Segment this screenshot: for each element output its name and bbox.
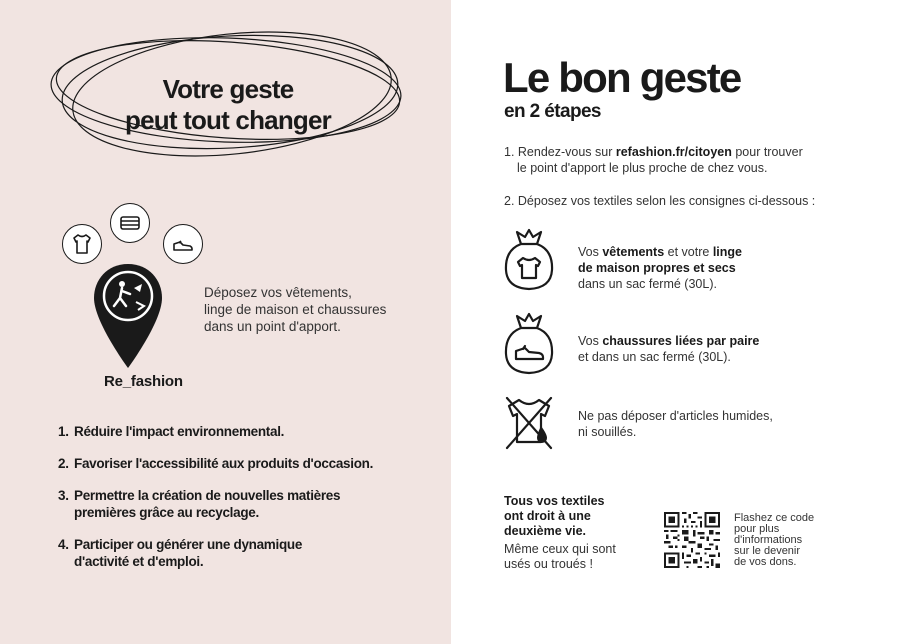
second-life-note-line: Même ceux qui sont (504, 542, 616, 556)
benefit-text: Favoriser l'accessibilité aux produits d'occasion. (74, 456, 374, 471)
step-1 (504, 144, 834, 176)
second-life-note-line: usés ou troués ! (504, 557, 593, 571)
benefit-text: premières grâce au recyclage. (74, 505, 259, 520)
qr-text-line: pour plus (734, 523, 780, 535)
consigne-text: et votre (664, 245, 713, 259)
consigne-shoes (578, 333, 808, 365)
benefit-number: 2. (58, 456, 69, 471)
step-2: 2. Déposez vos textiles selon les consignes ci-dessous : (504, 194, 816, 208)
second-life-line: deuxième vie. (504, 524, 586, 538)
second-life-heading (504, 494, 634, 539)
consigne-no-wet (578, 408, 808, 440)
benefit-item (58, 455, 438, 472)
benefit-text: Permettre la création de nouvelles matières (74, 488, 341, 503)
page-title: Le bon geste (503, 54, 741, 101)
refashion-link[interactable]: refashion.fr/citoyen (615, 145, 732, 159)
consigne-text-bold: de maison propres et secs (578, 261, 736, 275)
consigne-text-bold: chaussures liées par paire (602, 334, 760, 348)
second-life-note (504, 542, 644, 572)
qr-instructions (734, 513, 844, 568)
tshirt-icon (62, 224, 102, 264)
qr-code-icon[interactable] (664, 512, 720, 568)
consigne-text: Vos (578, 245, 603, 259)
benefit-text: Réduire l'impact environnemental. (74, 424, 285, 439)
qr-text-line: d'informations (734, 534, 803, 546)
step-1-prefix: 1. Rendez-vous sur (504, 145, 616, 159)
deposit-line-2: linge de maison et chaussures (204, 302, 387, 317)
step-1-suffix: pour trouver (731, 145, 803, 159)
consigne-text: Ne pas déposer d'articles humides, (578, 409, 773, 423)
benefit-item (58, 487, 438, 521)
bag-clothes-icon (503, 228, 555, 292)
benefit-text: Participer ou générer une dynamique (74, 537, 303, 552)
benefit-item (58, 536, 438, 570)
folded-linen-icon (110, 203, 150, 243)
second-life-line: Tous vos textiles (504, 494, 605, 508)
benefit-text: d'activité et d'emploi. (74, 554, 204, 569)
recycling-pin-icon (92, 262, 164, 370)
consigne-clothes (578, 244, 808, 292)
consigne-text-bold: linge (712, 245, 742, 259)
slogan-line-2: peut tout changer (125, 105, 331, 135)
qr-text-line: sur le devenir (734, 545, 801, 557)
consigne-text: Vos (578, 334, 603, 348)
bag-shoes-icon (503, 312, 555, 376)
consigne-text: et dans un sac fermé (30L). (578, 350, 731, 364)
qr-text-line: Flashez ce code (734, 512, 815, 524)
page-subtitle: en 2 étapes (504, 101, 601, 122)
benefit-number: 4. (58, 537, 69, 552)
benefit-number: 3. (58, 488, 69, 503)
deposit-line-3: dans un point d'apport. (204, 319, 341, 334)
consigne-text-bold: vêtements (602, 245, 665, 259)
deposit-instructions (204, 284, 424, 335)
consigne-text: dans un sac fermé (30L). (578, 277, 717, 291)
shoe-icon (163, 224, 203, 264)
benefits-list (58, 423, 438, 585)
refashion-logo: Re_fashion (104, 373, 183, 390)
consigne-text: ni souillés. (578, 425, 637, 439)
no-wet-items-icon (503, 394, 555, 454)
step-1-line-2: le point d'apport le plus proche de chez vous. (517, 161, 768, 175)
benefit-item (58, 423, 438, 440)
deposit-line-1: Déposez vos vêtements, (204, 285, 352, 300)
benefit-number: 1. (58, 424, 69, 439)
second-life-line: ont droit à une (504, 509, 591, 523)
slogan (78, 74, 378, 136)
qr-text-line: de vos dons. (734, 556, 797, 568)
slogan-line-1: Votre geste (162, 74, 294, 104)
